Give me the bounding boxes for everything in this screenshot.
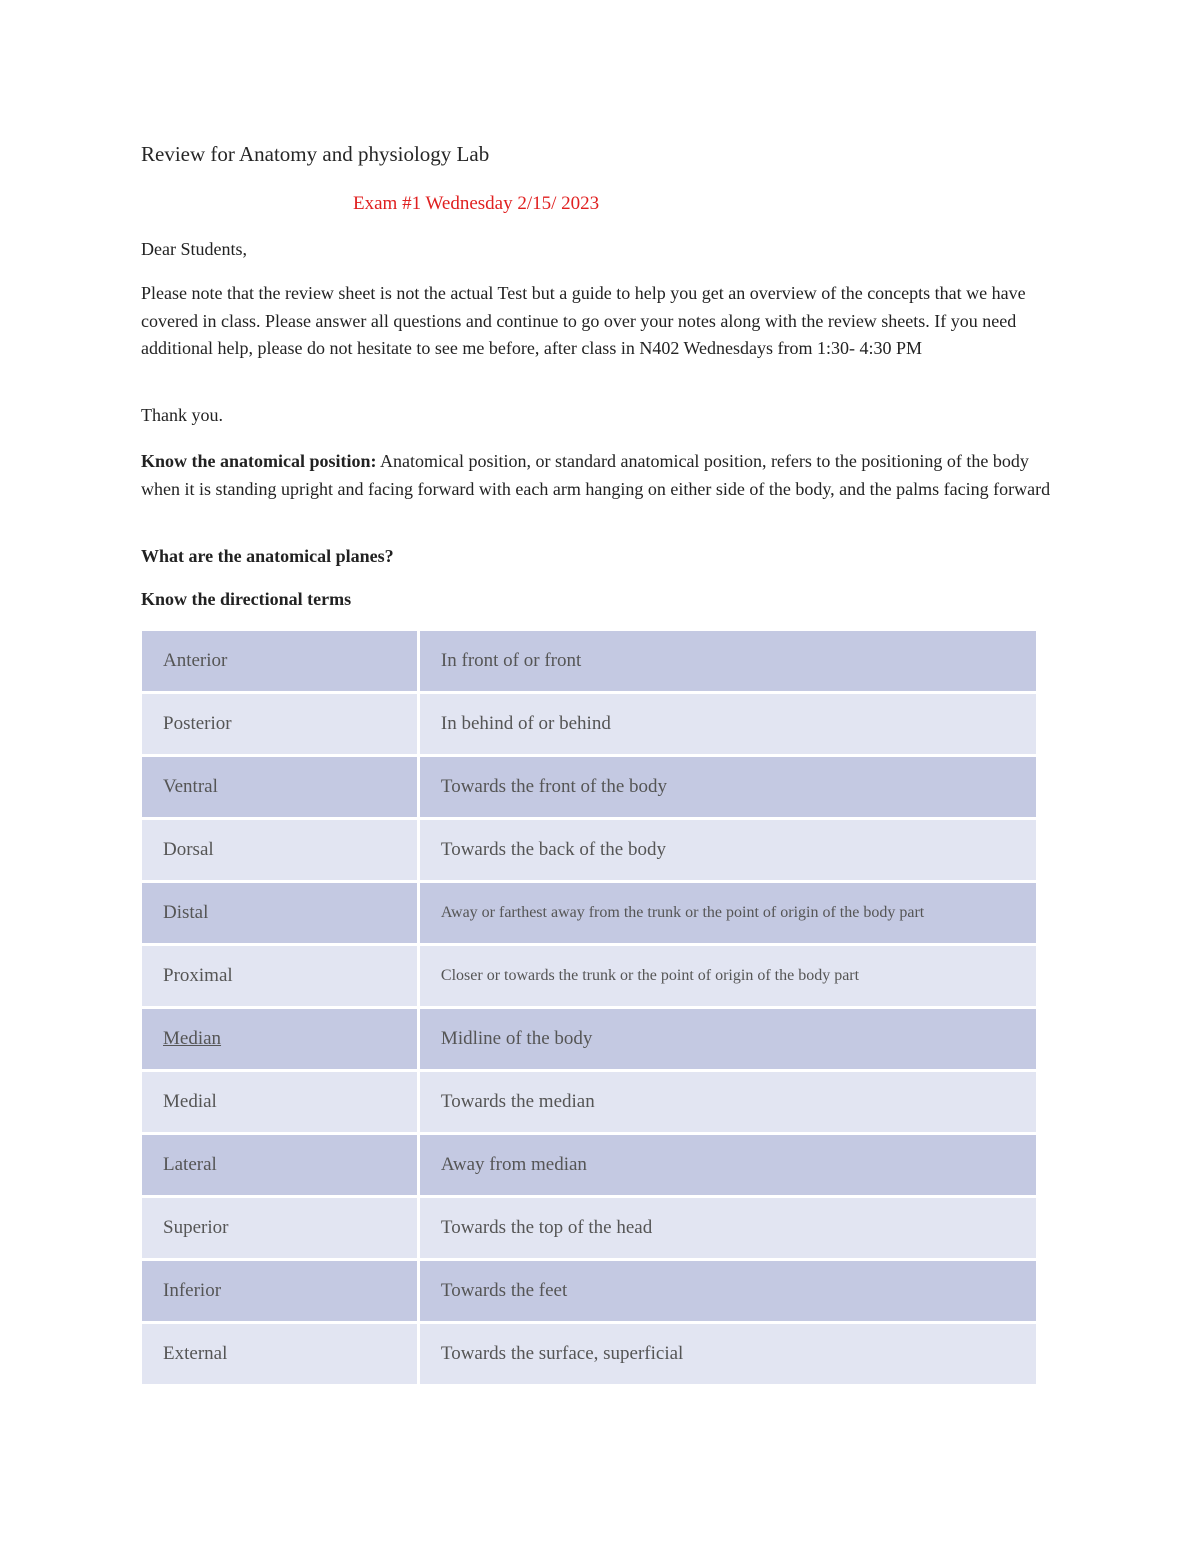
definition-cell: Towards the surface, superficial — [420, 1324, 1036, 1387]
intro-paragraph: Please note that the review sheet is not the actual Test but a guide to help you get an overview of the concepts that we have covered in class. Please answer all questions and continue to go over your notes along with the review sheets. If you need additional help, please do not hesitate to see me before, after class in N402 Wednesdays from 1:30- 4:30 PM — [141, 283, 1026, 358]
table-row — [142, 1261, 1036, 1324]
question-anatomical-planes: What are the anatomical planes? — [141, 546, 394, 566]
anatomical-position-paragraph — [141, 448, 1061, 503]
anatomical-position-heading: Know the anatomical position: — [141, 451, 377, 471]
exam-date-line: Exam #1 Wednesday 2/15/ 2023 — [353, 193, 600, 214]
question-directional-terms: Know the directional terms — [141, 589, 352, 609]
table-row — [142, 1324, 1036, 1387]
definition-cell: Towards the feet — [420, 1261, 1036, 1324]
definition-cell: Away or farthest away from the trunk or the point of origin of the body part — [420, 883, 1036, 946]
term-cell: Posterior — [142, 694, 420, 757]
term-cell: Superior — [142, 1198, 420, 1261]
definition-cell: Away from median — [420, 1135, 1036, 1198]
term-median-text: Median — [163, 1028, 222, 1049]
term-cell: Proximal — [142, 946, 420, 1009]
term-cell: Distal — [142, 883, 420, 946]
table-row — [142, 1198, 1036, 1261]
definition-cell: Midline of the body — [420, 1009, 1036, 1072]
definition-cell: In behind of or behind — [420, 694, 1036, 757]
page-title: Review for Anatomy and physiology Lab — [141, 142, 490, 166]
term-cell: Lateral — [142, 1135, 420, 1198]
definition-cell: Towards the median — [420, 1072, 1036, 1135]
table-row — [142, 694, 1036, 757]
term-cell: Medial — [142, 1072, 420, 1135]
table-row — [142, 757, 1036, 820]
table-row — [142, 1072, 1036, 1135]
table-row — [142, 631, 1036, 694]
term-cell: Ventral — [142, 757, 420, 820]
anatomical-position-text: Anatomical position, or standard anatomical position, refers to the positioning of the body when it is standing upright and facing forward with each arm hanging on either side of the body, and the palms facing forward — [141, 451, 1051, 499]
term-cell: External — [142, 1324, 420, 1387]
definition-cell: Towards the top of the head — [420, 1198, 1036, 1261]
term-cell — [142, 1009, 420, 1072]
thanks-line: Thank you. — [141, 405, 223, 425]
definition-cell: Towards the back of the body — [420, 820, 1036, 883]
greeting: Dear Students, — [141, 239, 247, 259]
table-row — [142, 883, 1036, 946]
term-cell: Anterior — [142, 631, 420, 694]
table-row — [142, 820, 1036, 883]
definition-cell: Towards the front of the body — [420, 757, 1036, 820]
table-row — [142, 1135, 1036, 1198]
term-cell: Dorsal — [142, 820, 420, 883]
directional-terms-table — [142, 631, 1036, 1387]
definition-cell: Closer or towards the trunk or the point of origin of the body part — [420, 946, 1036, 1009]
definition-cell: In front of or front — [420, 631, 1036, 694]
table-row — [142, 1009, 1036, 1072]
table-row — [142, 946, 1036, 1009]
term-cell: Inferior — [142, 1261, 420, 1324]
